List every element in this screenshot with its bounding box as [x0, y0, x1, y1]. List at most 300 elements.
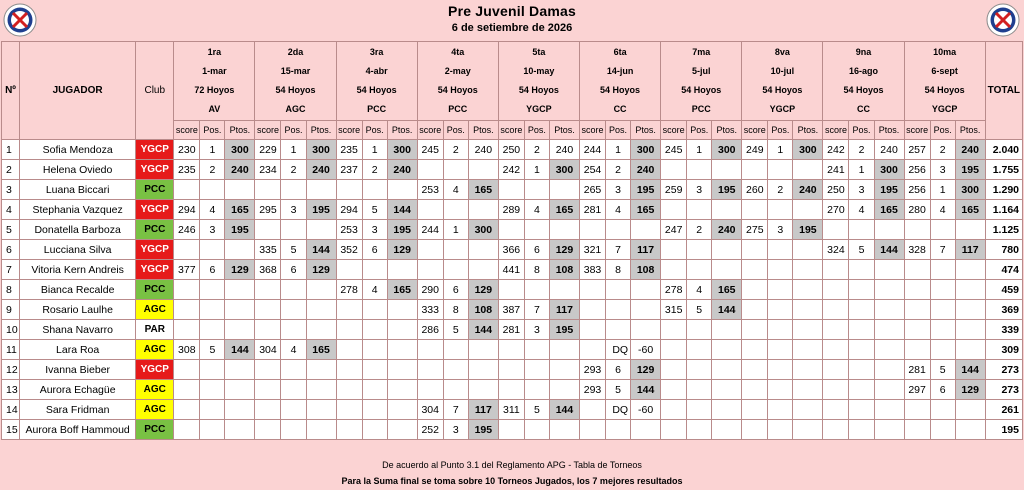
points-cell [306, 360, 336, 380]
tournament-holes: 72 Hoyos [194, 85, 235, 95]
score-cell: 252 [417, 420, 443, 440]
position-cell [768, 380, 793, 400]
points-cell: 165 [225, 200, 255, 220]
score-cell [904, 320, 930, 340]
position-cell: 3 [849, 180, 874, 200]
points-cell: 129 [955, 380, 985, 400]
points-cell [712, 260, 742, 280]
score-cell [255, 300, 281, 320]
points-cell [712, 420, 742, 440]
score-cell: 250 [823, 180, 849, 200]
points-cell [549, 220, 579, 240]
points-cell: 240 [387, 160, 417, 180]
position-cell [768, 360, 793, 380]
table-row [2, 160, 1023, 180]
player-name-cell: Bianca Recalde [20, 280, 136, 300]
position-cell [606, 300, 631, 320]
points-cell [549, 420, 579, 440]
score-cell [336, 420, 362, 440]
position-cell [687, 320, 712, 340]
score-cell [336, 400, 362, 420]
score-cell: 293 [580, 380, 606, 400]
points-cell [387, 260, 417, 280]
position-cell [524, 220, 549, 240]
position-cell [443, 160, 468, 180]
rank-cell: 1 [2, 140, 20, 160]
position-cell [930, 340, 955, 360]
position-cell: 7 [443, 400, 468, 420]
points-cell: 195 [306, 200, 336, 220]
score-cell [498, 340, 524, 360]
position-cell: 5 [443, 320, 468, 340]
position-cell [768, 240, 793, 260]
position-cell [200, 360, 225, 380]
score-cell [742, 300, 768, 320]
position-cell: 5 [524, 400, 549, 420]
score-cell: 311 [498, 400, 524, 420]
position-cell: 1 [930, 180, 955, 200]
points-cell [387, 180, 417, 200]
position-cell [281, 380, 306, 400]
points-cell [225, 280, 255, 300]
points-cell [874, 320, 904, 340]
total-cell: 780 [985, 240, 1022, 260]
points-cell: 165 [874, 200, 904, 220]
points-cell [225, 400, 255, 420]
position-cell [524, 280, 549, 300]
points-cell [631, 220, 661, 240]
score-cell: 293 [580, 360, 606, 380]
position-cell: 2 [281, 160, 306, 180]
points-cell [225, 180, 255, 200]
points-cell: 195 [225, 220, 255, 240]
player-name-cell: Ivanna Bieber [20, 360, 136, 380]
score-cell: 237 [336, 160, 362, 180]
tournament-date: 14-jun [606, 66, 634, 76]
points-cell: 240 [874, 140, 904, 160]
tournament-venue: PCC [691, 104, 711, 114]
points-cell: 165 [712, 280, 742, 300]
points-cell [387, 340, 417, 360]
position-cell: 4 [930, 200, 955, 220]
tournament-venue: YGCP [526, 104, 552, 114]
points-cell [225, 360, 255, 380]
score-cell: 290 [417, 280, 443, 300]
position-cell: 6 [524, 240, 549, 260]
position-cell [443, 240, 468, 260]
points-cell: 240 [225, 160, 255, 180]
position-cell [281, 300, 306, 320]
points-cell: 144 [468, 320, 498, 340]
header-row-tournaments [2, 42, 1023, 121]
position-cell: 2 [524, 140, 549, 160]
position-cell [687, 200, 712, 220]
position-cell: 2 [930, 140, 955, 160]
column-header-total: TOTAL [985, 42, 1022, 140]
position-cell: 2 [606, 160, 631, 180]
points-cell: 195 [468, 420, 498, 440]
points-cell [387, 320, 417, 340]
tournament-holes: 54 Hoyos [924, 85, 965, 95]
subheader-pos: Pos. [768, 121, 793, 140]
points-cell: 195 [712, 180, 742, 200]
points-cell [306, 380, 336, 400]
position-cell [281, 180, 306, 200]
points-cell: 144 [225, 340, 255, 360]
position-cell [768, 400, 793, 420]
score-cell [336, 340, 362, 360]
points-cell: 117 [468, 400, 498, 420]
total-cell: 339 [985, 320, 1022, 340]
points-cell [468, 260, 498, 280]
tournament-info [255, 43, 335, 119]
score-cell [498, 220, 524, 240]
position-cell [687, 160, 712, 180]
points-cell: 144 [387, 200, 417, 220]
score-cell [742, 160, 768, 180]
tournament-info [580, 43, 660, 119]
position-cell: 4 [443, 180, 468, 200]
total-cell: 459 [985, 280, 1022, 300]
column-header-club: Club [136, 42, 174, 140]
points-cell [793, 160, 823, 180]
score-cell [904, 260, 930, 280]
points-cell [306, 180, 336, 200]
tournament-venue: PCC [367, 104, 387, 114]
score-cell [336, 360, 362, 380]
points-cell [631, 320, 661, 340]
score-cell [417, 340, 443, 360]
points-cell [468, 360, 498, 380]
points-cell [793, 340, 823, 360]
points-cell [874, 400, 904, 420]
table-row [2, 180, 1023, 200]
score-cell: 257 [904, 140, 930, 160]
table-row [2, 380, 1023, 400]
position-cell [768, 300, 793, 320]
score-cell: 321 [580, 240, 606, 260]
position-cell: 4 [606, 200, 631, 220]
points-cell [793, 260, 823, 280]
points-cell [793, 380, 823, 400]
tournament-label: 8va [774, 47, 790, 57]
subheader-pos: Pos. [443, 121, 468, 140]
rank-cell: 12 [2, 360, 20, 380]
tournament-holes: 54 Hoyos [600, 85, 641, 95]
position-cell [768, 340, 793, 360]
tournament-venue: CC [613, 104, 627, 114]
points-cell: 129 [631, 360, 661, 380]
score-cell [417, 200, 443, 220]
points-cell: 300 [955, 180, 985, 200]
table-row [2, 420, 1023, 440]
points-cell [712, 360, 742, 380]
points-cell [793, 400, 823, 420]
tournament-label: 1ra [207, 47, 222, 57]
score-cell: 278 [661, 280, 687, 300]
points-cell [549, 280, 579, 300]
score-cell [823, 220, 849, 240]
score-cell: 289 [498, 200, 524, 220]
position-cell [849, 280, 874, 300]
table-row [2, 280, 1023, 300]
points-cell: 117 [631, 240, 661, 260]
position-cell: 3 [362, 220, 387, 240]
club-badge: YGCP [136, 240, 174, 260]
points-cell [793, 300, 823, 320]
club-badge: AGC [136, 400, 174, 420]
points-cell [712, 340, 742, 360]
tournament-venue: PCC [448, 104, 468, 114]
subheader-pts: Ptos. [387, 121, 417, 140]
subheader-pos: Pos. [200, 121, 225, 140]
position-cell: 8 [524, 260, 549, 280]
points-cell: 300 [225, 140, 255, 160]
tournament-holes: 54 Hoyos [275, 85, 316, 95]
score-cell [580, 280, 606, 300]
points-cell: 129 [387, 240, 417, 260]
score-cell [174, 420, 200, 440]
rank-cell: 8 [2, 280, 20, 300]
score-cell: 246 [174, 220, 200, 240]
position-cell: 2 [443, 140, 468, 160]
points-cell [468, 340, 498, 360]
score-cell [580, 420, 606, 440]
player-name-cell: Aurora Echagüe [20, 380, 136, 400]
tournament-label: 5ta [532, 47, 546, 57]
score-cell: 387 [498, 300, 524, 320]
points-cell: 108 [549, 260, 579, 280]
position-cell: 4 [200, 200, 225, 220]
score-cell: 275 [742, 220, 768, 240]
points-cell: 240 [955, 140, 985, 160]
score-cell [742, 260, 768, 280]
position-cell: 5 [849, 240, 874, 260]
position-cell: 4 [687, 280, 712, 300]
score-cell [336, 380, 362, 400]
score-cell: 328 [904, 240, 930, 260]
club-badge: PCC [136, 220, 174, 240]
points-cell: 195 [874, 180, 904, 200]
position-cell [930, 260, 955, 280]
points-cell [306, 220, 336, 240]
position-cell [281, 420, 306, 440]
position-cell [281, 360, 306, 380]
position-cell [200, 320, 225, 340]
tournament-header-3ra [336, 42, 417, 121]
rank-cell: 5 [2, 220, 20, 240]
score-cell [661, 260, 687, 280]
position-cell [362, 180, 387, 200]
position-cell [849, 380, 874, 400]
tournament-header-10ma [904, 42, 985, 121]
position-cell [200, 380, 225, 400]
subheader-pts: Ptos. [549, 121, 579, 140]
points-cell [793, 280, 823, 300]
score-cell: 377 [174, 260, 200, 280]
points-cell [874, 420, 904, 440]
position-cell: 8 [443, 300, 468, 320]
position-cell [768, 280, 793, 300]
position-cell [687, 260, 712, 280]
position-cell [362, 340, 387, 360]
position-cell: 5 [281, 240, 306, 260]
page-date: 6 de setiembre de 2026 [451, 22, 573, 34]
tournament-header-5ta [498, 42, 579, 121]
tournament-label: 2da [287, 47, 304, 57]
position-cell [930, 320, 955, 340]
points-cell: 240 [468, 140, 498, 160]
position-cell [687, 360, 712, 380]
score-cell: 244 [580, 140, 606, 160]
position-cell: 1 [281, 140, 306, 160]
club-badge: YGCP [136, 140, 174, 160]
points-cell [549, 380, 579, 400]
table-row [2, 300, 1023, 320]
score-cell [661, 340, 687, 360]
position-cell [200, 280, 225, 300]
position-cell: 3 [606, 180, 631, 200]
score-cell: 229 [255, 140, 281, 160]
score-cell [174, 300, 200, 320]
score-cell [174, 280, 200, 300]
position-cell: 3 [200, 220, 225, 240]
club-badge: AGC [136, 340, 174, 360]
total-cell: 1.755 [985, 160, 1022, 180]
table-body [2, 140, 1023, 440]
tournament-date: 16-ago [848, 66, 878, 76]
points-cell: 165 [631, 200, 661, 220]
player-name-cell: Stephania Vazquez [20, 200, 136, 220]
position-cell: 8 [606, 260, 631, 280]
points-cell: 129 [306, 260, 336, 280]
score-cell: 294 [174, 200, 200, 220]
score-cell: 281 [904, 360, 930, 380]
score-cell [417, 360, 443, 380]
tournament-holes: 54 Hoyos [762, 85, 803, 95]
subheader-score: score [742, 121, 768, 140]
score-cell [417, 160, 443, 180]
points-cell [712, 400, 742, 420]
score-cell: 297 [904, 380, 930, 400]
table-row [2, 140, 1023, 160]
score-cell [742, 200, 768, 220]
points-cell: 165 [549, 200, 579, 220]
tournament-venue: AV [208, 104, 221, 114]
position-cell [687, 340, 712, 360]
points-cell [225, 380, 255, 400]
score-cell [580, 220, 606, 240]
subheader-score: score [904, 121, 930, 140]
club-emblem-icon [986, 3, 1020, 37]
player-name-cell: Sofia Mendoza [20, 140, 136, 160]
points-cell [306, 300, 336, 320]
tournament-label: 3ra [369, 47, 384, 57]
score-cell [498, 360, 524, 380]
position-cell: 6 [281, 260, 306, 280]
subheader-score: score [580, 121, 606, 140]
tournament-label: 9na [855, 47, 872, 57]
score-cell: 256 [904, 160, 930, 180]
points-cell [712, 200, 742, 220]
subheader-pos: Pos. [687, 121, 712, 140]
points-cell [631, 420, 661, 440]
subheader-pts: Ptos. [793, 121, 823, 140]
position-cell [768, 420, 793, 440]
position-cell [524, 380, 549, 400]
subheader-pts: Ptos. [631, 121, 661, 140]
tournament-label: 6ta [613, 47, 627, 57]
points-cell: 144 [631, 380, 661, 400]
tournament-venue: YGCP [931, 104, 958, 114]
tournament-venue: AGC [285, 104, 306, 114]
position-cell [200, 420, 225, 440]
position-cell: 3 [524, 320, 549, 340]
position-cell [687, 420, 712, 440]
points-cell [955, 280, 985, 300]
table-row [2, 340, 1023, 360]
score-cell [174, 240, 200, 260]
table-row [2, 220, 1023, 240]
points-cell: 129 [549, 240, 579, 260]
score-cell: 441 [498, 260, 524, 280]
rank-cell: 3 [2, 180, 20, 200]
tournament-date: 6-sept [931, 66, 958, 76]
points-cell [874, 220, 904, 240]
position-cell [849, 360, 874, 380]
score-cell: 280 [904, 200, 930, 220]
position-cell: 2 [200, 160, 225, 180]
score-cell [255, 400, 281, 420]
player-name-cell: Helena Oviedo [20, 160, 136, 180]
club-badge: YGCP [136, 360, 174, 380]
tournament-holes: 54 Hoyos [356, 85, 397, 95]
score-cell [580, 320, 606, 340]
score-cell [174, 180, 200, 200]
club-badge: AGC [136, 300, 174, 320]
position-cell: 1 [606, 140, 631, 160]
total-cell: 309 [985, 340, 1022, 360]
position-cell: DQ [606, 340, 631, 360]
position-cell: 6 [443, 280, 468, 300]
score-cell [580, 300, 606, 320]
club-badge: YGCP [136, 160, 174, 180]
position-cell [443, 260, 468, 280]
score-cell [174, 400, 200, 420]
position-cell [362, 320, 387, 340]
subheader-pts: Ptos. [225, 121, 255, 140]
position-cell: 4 [524, 200, 549, 220]
position-cell [200, 180, 225, 200]
points-cell [874, 380, 904, 400]
points-cell: 300 [468, 220, 498, 240]
position-cell [930, 300, 955, 320]
points-cell: -60 [631, 400, 661, 420]
score-cell [661, 380, 687, 400]
position-cell [362, 380, 387, 400]
points-cell [225, 240, 255, 260]
score-cell [742, 320, 768, 340]
position-cell [687, 240, 712, 260]
score-cell: 294 [336, 200, 362, 220]
position-cell [849, 260, 874, 280]
position-cell: DQ [606, 400, 631, 420]
points-cell: 300 [874, 160, 904, 180]
score-cell [661, 320, 687, 340]
rank-cell: 9 [2, 300, 20, 320]
score-cell: 260 [742, 180, 768, 200]
score-cell: 245 [661, 140, 687, 160]
